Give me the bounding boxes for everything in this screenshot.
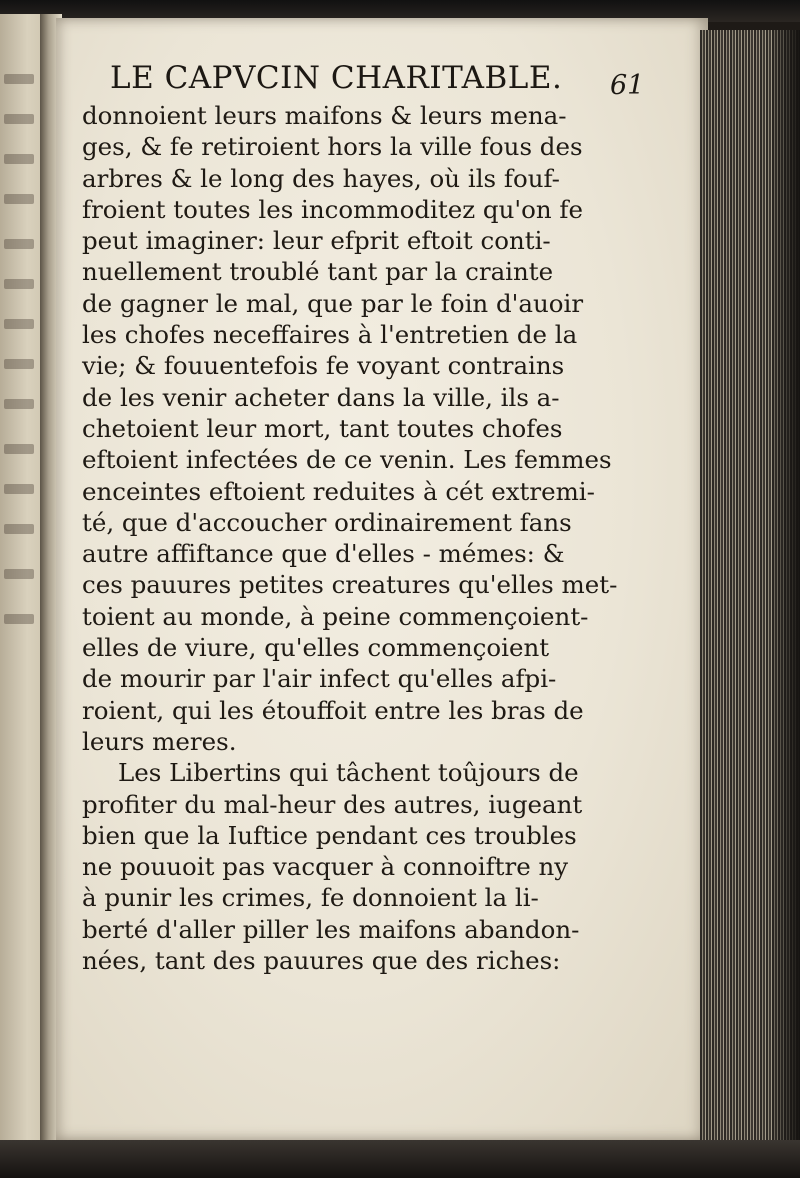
text-line: de gagner le mal, que par le foin d'auoir — [82, 288, 584, 318]
text-line: leurs meres. — [82, 726, 237, 756]
scanner-bottom-edge — [0, 1140, 800, 1178]
text-line: vie; & fouuentefois fe voyant contrains — [82, 351, 565, 381]
text-line: eftoient infectées de ce venin. Les femmes — [82, 445, 612, 475]
text-line: donnoient leurs maifons & leurs mena- — [82, 101, 567, 130]
text-line: ges, & fe retiroient hors la ville fous des — [82, 132, 583, 162]
text-line: bien que la Iuftice pendant ces troubles — [82, 820, 577, 850]
text-line: à punir les crimes, fe donnoient la li- — [82, 883, 539, 913]
text-line: enceintes eftoient reduites à cét extremi- — [82, 476, 595, 506]
text-line: nées, tant des pauures que des riches: — [82, 946, 561, 976]
text-line: autre affiftance que d'elles - mémes: & — [82, 539, 565, 569]
page-number: 61 — [610, 70, 645, 101]
text-line: té, que d'accoucher ordinairement fans — [82, 507, 572, 537]
text-line: de les venir acheter dans la ville, ils a- — [82, 382, 560, 412]
body-text — [82, 100, 618, 976]
text-line: de mourir par l'air infect qu'elles afpi- — [82, 664, 557, 694]
text-line: ne pouuoit pas vacquer à connoiftre ny — [82, 852, 569, 882]
text-line: profiter du mal-heur des autres, iugeant — [82, 789, 583, 819]
paragraph-start-line: Les Libertins qui tâchent toûjours de — [118, 758, 579, 788]
text-line: arbres & le long des hayes, où ils fouf- — [82, 163, 560, 193]
text-line: nuellement troublé tant par la crainte — [82, 257, 554, 287]
text-line: berté d'aller piller les maifons abandon- — [82, 914, 580, 944]
page-stack-edges — [700, 30, 800, 1140]
text-line: toient au monde, à peine commençoient- — [82, 601, 589, 631]
text-line: elles de viure, qu'elles commençoient — [82, 633, 550, 663]
text-line: roient, qui les étouffoit entre les bras de — [82, 695, 584, 725]
text-line: les chofes neceffaires à l'entretien de la — [82, 320, 578, 350]
text-line: froient toutes les incommoditez qu'on fe — [82, 194, 583, 224]
text-line: ces pauures petites creatures qu'elles met- — [82, 570, 618, 600]
text-line: chetoient leur mort, tant toutes chofes — [82, 413, 563, 443]
running-head: LE CAPVCIN CHARITABLE. — [110, 60, 563, 96]
text-line: peut imaginer: leur efprit eftoit conti- — [82, 226, 551, 256]
